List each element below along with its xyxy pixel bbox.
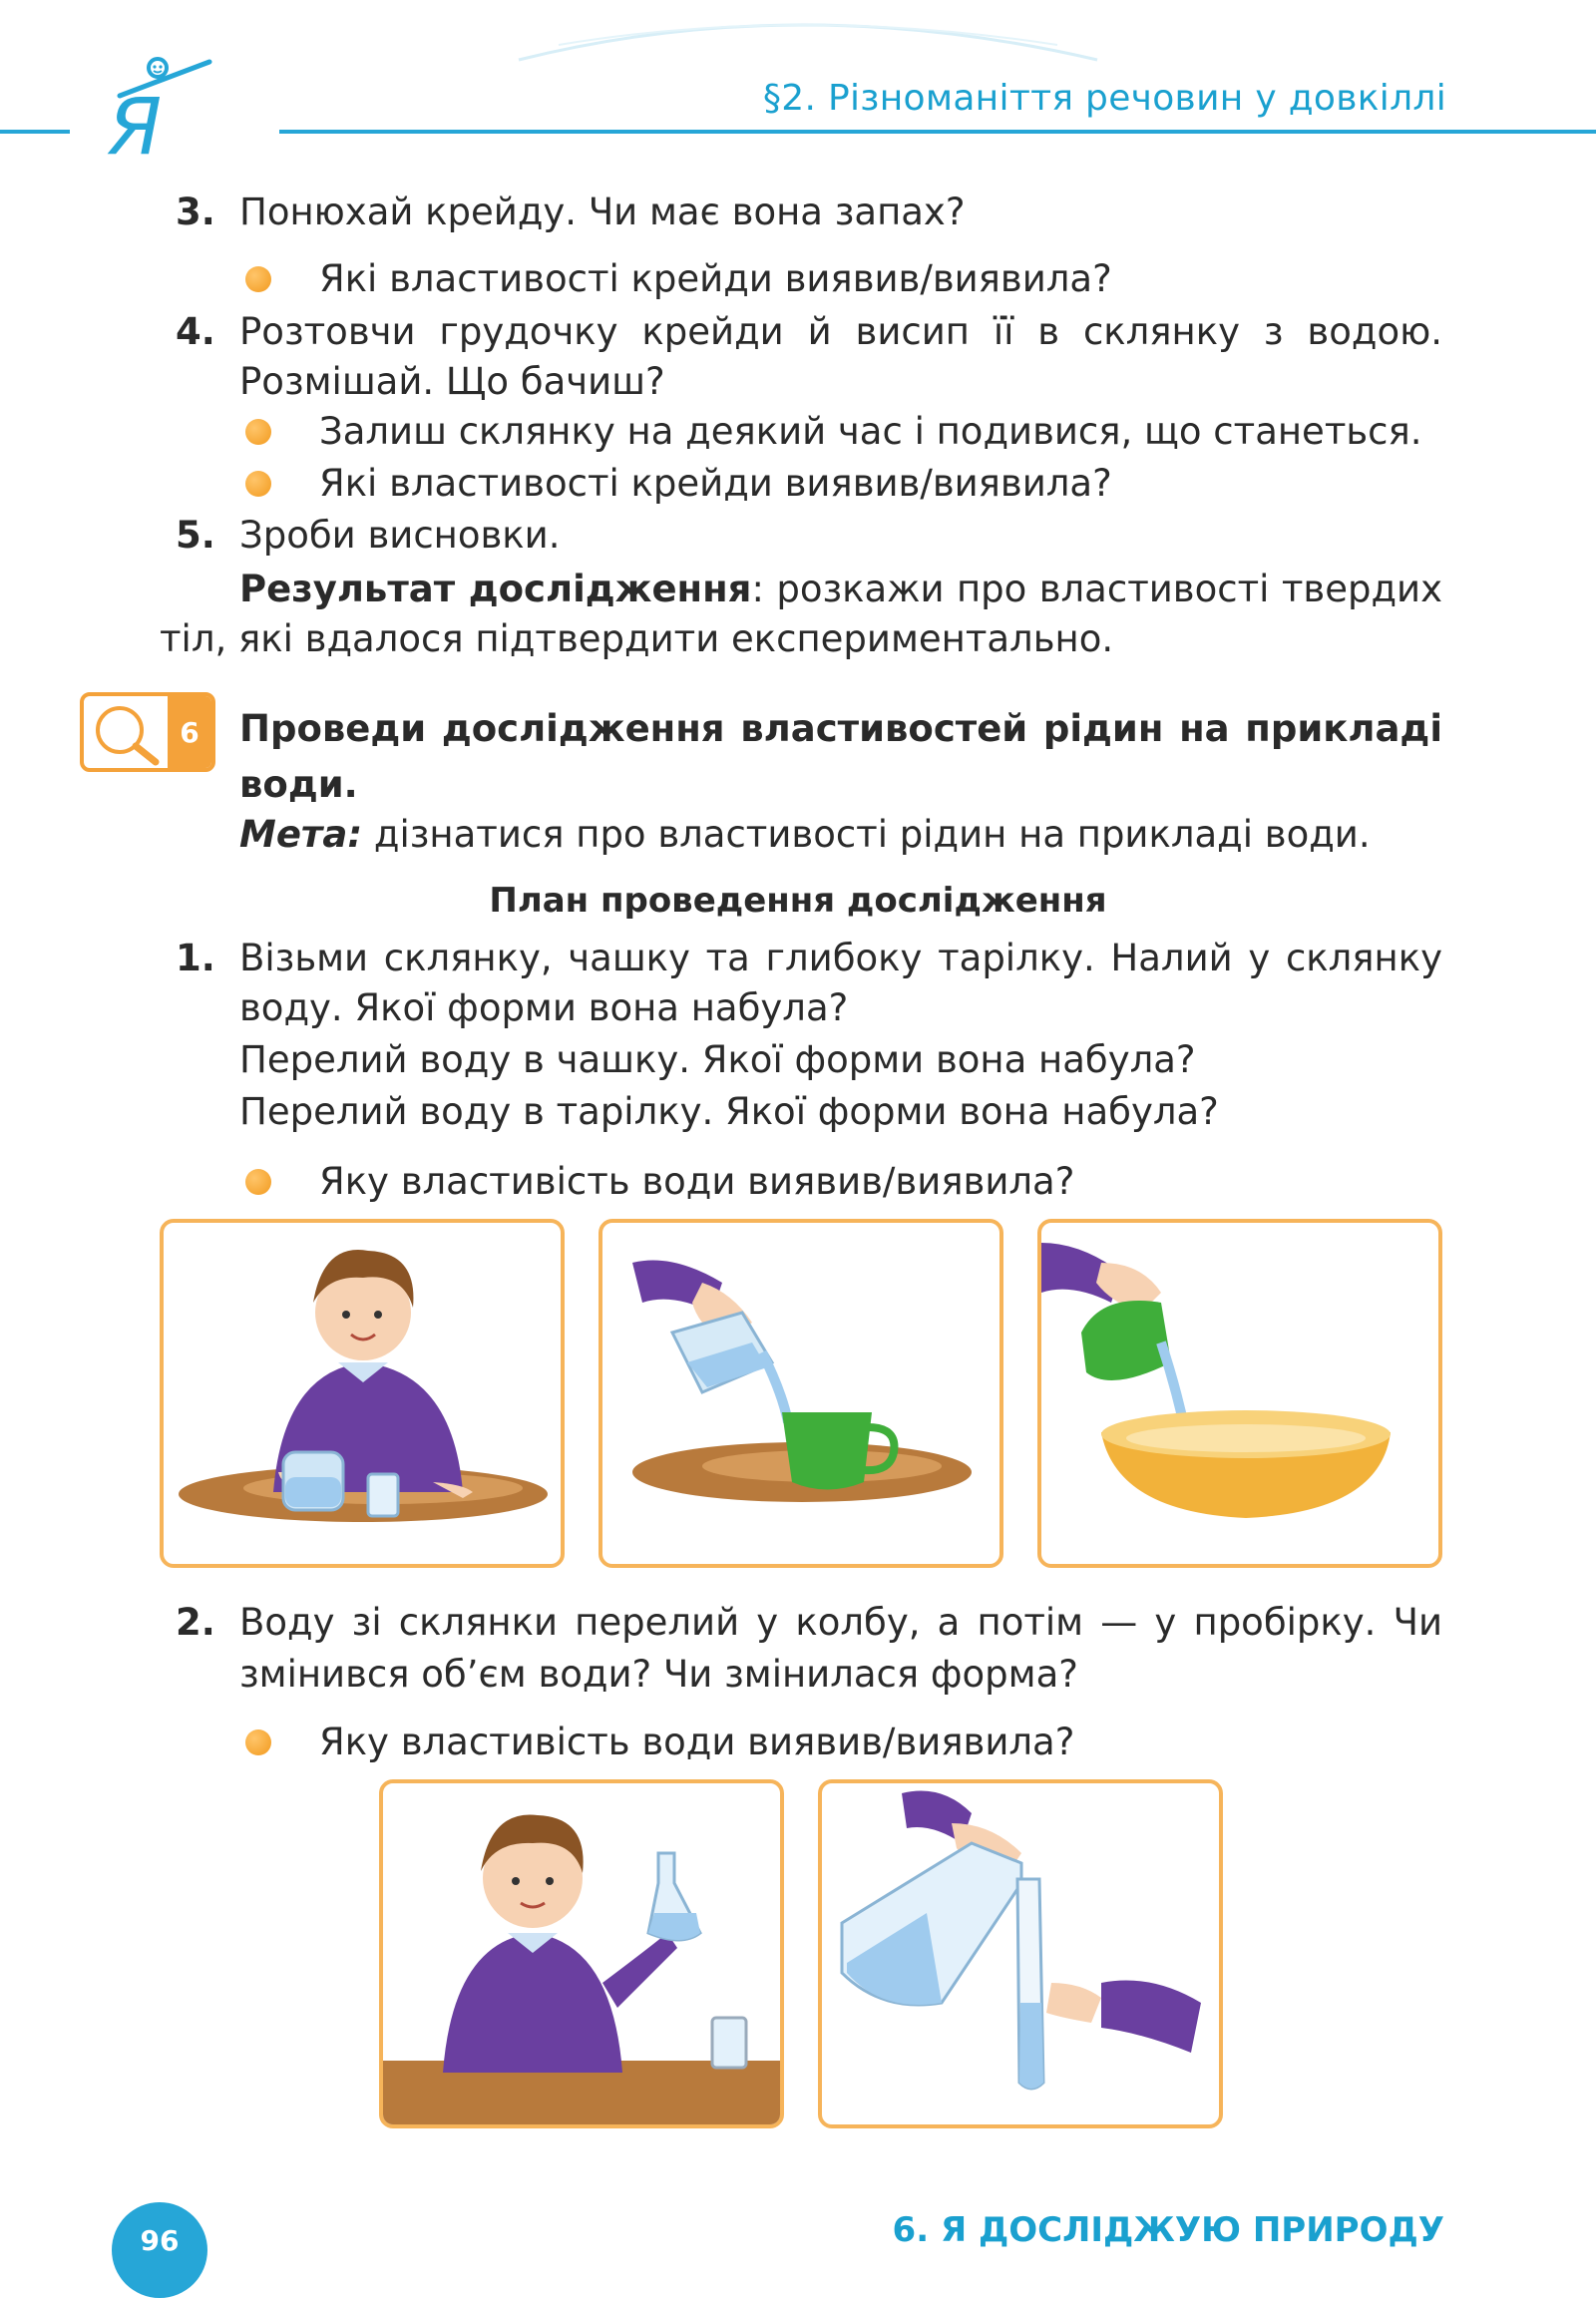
illustration-boy-pouring-glass xyxy=(160,1219,565,1568)
bullet-icon xyxy=(245,419,271,445)
task-goal xyxy=(239,810,1371,860)
illustration-pouring-into-cup xyxy=(598,1219,1003,1568)
result-label: Результат дослідження xyxy=(239,568,752,610)
item-number: 3. xyxy=(176,191,215,233)
item-text: Понюхай крейду. Чи має вона запах? xyxy=(239,191,966,233)
logo-icon xyxy=(100,52,219,162)
research-task-badge xyxy=(80,692,215,772)
chapter-title: 6. Я ДОСЛІДЖУЮ ПРИРОДУ xyxy=(892,2210,1444,2250)
page-number: 96 xyxy=(112,2202,207,2298)
step-text: Перелий воду в тарілку. Якої форми вона набула? xyxy=(239,1090,1219,1133)
item-text: Розмішай. Що бачиш? xyxy=(239,360,665,403)
step-text: змінився об’єм води? Чи змінилася форма? xyxy=(239,1653,1078,1696)
step-text: воду. Якої форми вона набула? xyxy=(239,986,849,1029)
bullet-icon xyxy=(245,266,271,292)
header-decoration xyxy=(0,0,1596,150)
step-text: Візьми склянку, чашку та глибоку тарілку. Налий у склянку xyxy=(239,937,1442,979)
section-title: §2. Різноманіття речовин у довкіллі xyxy=(762,78,1446,119)
logo-letter: Я xyxy=(108,83,163,162)
step-text: Воду зі склянки перелий у колбу, а потім — у пробірку. Чи xyxy=(239,1601,1442,1644)
result-line xyxy=(239,565,1442,614)
item-number: 5. xyxy=(176,514,215,557)
bullet-icon xyxy=(245,1729,271,1755)
bullet-icon xyxy=(245,1169,271,1195)
magnifier-icon xyxy=(90,702,166,766)
item-text: Зроби висновки. xyxy=(239,514,561,557)
result-text: тіл, які вдалося підтвердити експериментально. xyxy=(160,617,1114,660)
item-number: 4. xyxy=(176,310,215,353)
plan-heading: План проведення дослідження xyxy=(489,881,1107,921)
step-text: Перелий воду в чашку. Якої форми вона набула? xyxy=(239,1038,1196,1081)
bullet-text: Які властивості крейди виявив/виявила? xyxy=(319,462,1112,505)
result-text: : розкажи про властивості твердих xyxy=(751,568,1442,610)
step-number: 1. xyxy=(176,937,215,979)
task-title: Проведи дослідження властивостей рідин на прикладі xyxy=(239,707,1442,750)
task-number: 6 xyxy=(168,696,211,768)
illustration-pouring-into-bowl xyxy=(1037,1219,1442,1568)
bullet-text: Яку властивість води виявив/виявила? xyxy=(319,1160,1075,1203)
bullet-text: Яку властивість води виявив/виявила? xyxy=(319,1721,1075,1763)
bullet-text: Залиш склянку на деякий час і подивися, що станеться. xyxy=(319,410,1422,453)
illustration-pouring-into-test-tube xyxy=(818,1779,1223,2128)
item-text: Розтовчи грудочку крейди й висип її в склянку з водою. xyxy=(239,310,1442,353)
step-number: 2. xyxy=(176,1601,215,1644)
illustration-boy-with-flask xyxy=(379,1779,784,2128)
task-title: води. xyxy=(239,763,358,806)
bullet-icon xyxy=(245,471,271,497)
bullet-text: Які властивості крейди виявив/виявила? xyxy=(319,257,1112,300)
goal-text: дізнатися про властивості рідин на прикладі води. xyxy=(362,813,1371,856)
goal-label: Мета: xyxy=(239,813,363,856)
